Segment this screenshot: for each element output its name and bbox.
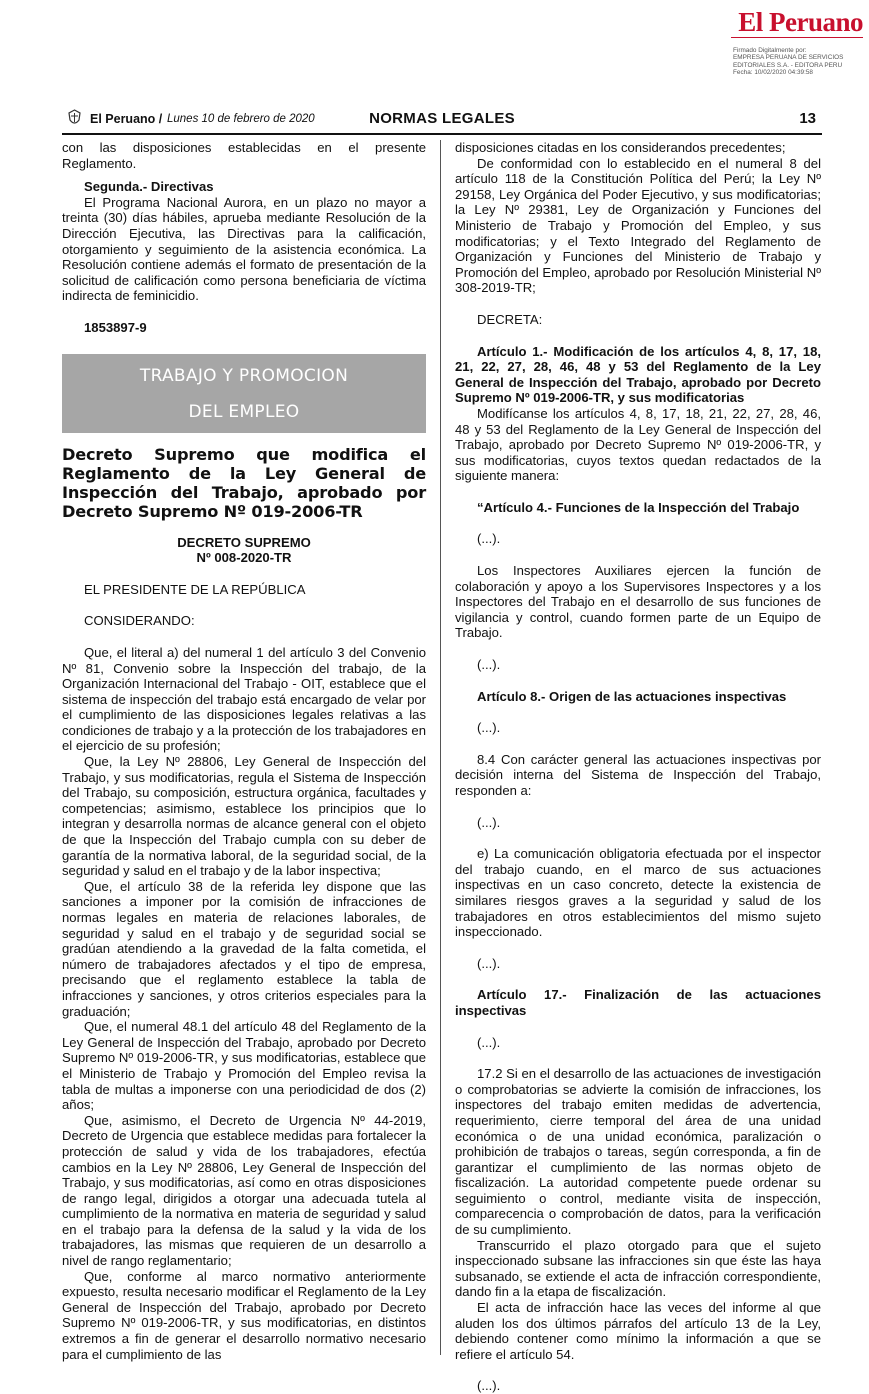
article-title: Artículo 1.- Modificación de los artículos 4, 8, 17, 18, 21, 22, 27, 28, 46, 48 y 53 del Reglamento de la Ley General de Inspección del Trabajo, aprobado por Decreto Supremo Nº 019-2006-TR, y sus modificatorias [455, 343, 821, 406]
provision-title: Segunda.- Directivas [84, 179, 214, 195]
masthead [731, 8, 863, 40]
decree-label: DECRETO SUPREMO [177, 534, 311, 550]
brand-logo: El Peruano [738, 7, 863, 37]
paragraph: De conformidad con lo establecido en el numeral 8 del artículo 118 de la Constitución Política del Perú; la Ley Nº 29158, Ley Orgánica del Poder Ejecutivo, y sus modificatorias; la Ley Nº 29381, Ley de Organización y Funciones del Ministerio de Trabajo y Promoción del Empleo, y sus modificatorias; y el Texto Integrado del Reglamento de Organización y Funciones del Ministerio de Trabajo y Promoción del Empleo, aprobado por Resolución Ministerial Nº 308-2019-TR; [455, 155, 821, 296]
paragraph: El acta de infracción hace las veces del informe al que aluden los dos últimos párrafos del artículo 13 de la Ley, debiendo contener como mínimo la información a que se refiere el artículo 54. [455, 1300, 821, 1362]
coat-of-arms-icon [67, 109, 82, 127]
paragraph: Modifícanse los artículos 4, 8, 17, 18, 21, 22, 27, 28, 46, 48 y 53 del Reglamento de la Ley General de Inspección del Trabajo, aprobado por Decreto Supremo Nº 019-2006-TR, y sus modificatorias, cuyos textos quedan redactados de la siguiente manera: [455, 405, 821, 484]
paragraph: 17.2 Si en el desarrollo de las actuaciones de investigación o comprobatorias se advierte la comisión de infracciones, los inspectores del trabajo emiten medidas de advertencia, requerimiento, cierre temporal del área de una unidad económica o de una unidad económica, paralización o prohibición de trabajos o tareas, según corresponda, a fin de garantizar el cumplimiento de las normas objeto de fiscalización. La autoridad competente puede ordenar su seguimiento o control, mediante visita de inspección, comparecencia o comprobación de datos, para la verificación de su cumplimiento. [455, 1066, 821, 1238]
brand-rule [731, 37, 863, 38]
column-divider [440, 140, 441, 1355]
paragraph: Que, el artículo 38 de la referida ley dispone que las sanciones a imponer por la comisión de infracciones de normas legales en materia de relaciones laborales, de seguridad y salud en el trabajo y de seguridad social se gradúan atendiendo a la gravedad de la falta cometida, el número de trabajadores afectados y el tipo de empresa, precisando que el reglamento establece la tabla de infracciones y sanciones, y otros criterios especiales para la graduación; [62, 878, 426, 1019]
ellipsis: (...). [477, 955, 501, 971]
digital-signature [733, 47, 867, 76]
header-date: Lunes 10 de febrero de 2020 [167, 113, 315, 125]
paragraph: 8.4 Con carácter general las actuaciones inspectivas por decisión interna del Sistema de Inspección del Trabajo, responden a: [455, 751, 821, 798]
section-banner [62, 354, 426, 433]
ellipsis: (...). [477, 1378, 501, 1394]
running-header [62, 109, 822, 135]
banner-line: TRABAJO Y PROMOCION [139, 365, 349, 386]
decree-title: Decreto Supremo que modifica el Reglamento de la Ley General de Inspección del Trabajo, aprobado por Decreto Supremo Nº 019-2006-TR [62, 444, 426, 521]
article-title: Artículo 17.- Finalización de las actuaciones inspectivas [455, 987, 821, 1018]
paragraph: Que, conforme al marco normativo anteriormente expuesto, resulta necesario modificar el Reglamento de la Ley General de Inspección del Trabajo, aprobado por Decreto Supremo Nº 019-2006-TR, y sus modificatorias, en distintos extremos a fin de generar el desarrollo normativo necesario para el cumplimiento de las [62, 1268, 426, 1362]
ellipsis: (...). [477, 720, 501, 736]
article-title: Artículo 8.- Origen de las actuaciones inspectivas [477, 688, 787, 704]
president-line: EL PRESIDENTE DE LA REPÚBLICA [84, 581, 306, 597]
paragraph: El Programa Nacional Aurora, en un plazo no mayor a treinta (30) días hábiles, aprueba mediante Resolución de la Dirección Ejecutiva, las Directivas para la calificación, otorgamiento y seguimiento de la asistencia económica. La Resolución contiene además el formato de presentación de la solicitud de calificación como persona beneficiaria de víctima indirecta de feminicidio. [62, 194, 426, 304]
decreta-heading: DECRETA: [477, 311, 543, 327]
ellipsis: (...). [477, 1034, 501, 1050]
page-number: 13 [799, 110, 816, 127]
signature-line: Fecha: 10/02/2020 04:39:58 [733, 68, 813, 76]
header-section: NORMAS LEGALES [369, 110, 515, 127]
signature-line: Firmado Digitalmente por: [733, 47, 807, 54]
ellipsis: (...). [477, 814, 501, 830]
paragraph: e) La comunicación obligatoria efectuada por el inspector del trabajo cuando, en el marco de sus actuaciones inspectivas en un caso concreto, detecte la existencia de similares riesgos graves a la seguridad y salud de los trabajadores en otros establecimientos del mismo sujeto inspeccionado. [455, 846, 821, 940]
paragraph: con las disposiciones establecidas en el presente Reglamento. [62, 140, 426, 171]
paragraph: Que, el literal a) del numeral 1 del artículo 3 del Convenio Nº 81, Convenio sobre la Inspección del trabajo, de la Organización Internacional del Trabajo - OIT, establece que el sistema de inspección del trabajo está encargado de velar por el cumplimiento de las disposiciones legales relativas a las condiciones de trabajo y a la protección de los trabajadores en el ejercicio de su profesión; [62, 644, 426, 754]
document-code: 1853897-9 [84, 319, 147, 335]
ellipsis: (...). [477, 657, 501, 673]
paragraph: Que, la Ley Nº 28806, Ley General de Inspección del Trabajo, y sus modificatorias, regula el Sistema de Inspección del Trabajo, su composición, estructura orgánica, facultades y competencias; asimismo, establece los principios que lo integran y desarrolla normas de alcance general con el objeto de que la Inspección del Trabajo cumpla con su deber de garantía de la normativa laboral, de la seguridad social, de la seguridad y salud en el trabajo y de la labor inspectiva; [62, 754, 426, 879]
signature-line: EMPRESA PERUANA DE SERVICIOS [733, 54, 844, 62]
decree-number: Nº 008-2020-TR [196, 550, 292, 566]
paragraph: Transcurrido el plazo otorgado para que el sujeto inspeccionado subsane las infracciones sin que éste las haya subsanado, se extiende el acta de infracción correspondiente, dando fin a la etapa de fiscalización. [455, 1237, 821, 1300]
paragraph: Que, el numeral 48.1 del artículo 48 del Reglamento de la Ley General de Inspección del Trabajo, aprobado por Decreto Supremo Nº 019-2006-TR, y sus modificatorias, establece que el Ministerio de Trabajo y Promoción del Empleo revisa la tabla de multas a imponerse con una periodicidad de dos (2) años; [62, 1019, 426, 1113]
considerando-heading: CONSIDERANDO: [84, 613, 195, 629]
paragraph: Los Inspectores Auxiliares ejercen la función de colaboración y apoyo a los Supervisores Inspectores y a los Inspectores del Trabajo en el desarrollo de sus funciones de vigilancia y control, cuando formen parte de un Equipo de Trabajo. [455, 563, 821, 641]
left-column [62, 140, 426, 1362]
signature-line: EDITORIALES S.A. - EDITORA PERU [733, 61, 843, 69]
ellipsis: (...). [477, 531, 501, 547]
paragraph: disposiciones citadas en los considerandos precedentes; [455, 140, 786, 155]
paragraph: Que, asimismo, el Decreto de Urgencia Nº 44-2019, Decreto de Urgencia que establece medidas para fortalecer la protección de salud y vida de los trabajadores, efectúa cambios en la Ley Nº 28806, Ley General de Inspección del Trabajo, y sus modificatorias, así como en otras disposiciones de rango legal, dirigidos a otorgar una adecuada tutela al cumplimiento de la normativa en materia de seguridad y salud en el trabajo para la defensa de la salud y la vida de los trabajadores, las mismas que requieren de un desarrollo a nivel de rango reglamentario; [62, 1112, 426, 1269]
banner-line: DEL EMPLEO [188, 401, 300, 422]
header-publication: El Peruano / [90, 112, 163, 126]
article-title: “Artículo 4.- Funciones de la Inspección del Trabajo [477, 499, 800, 515]
right-column [455, 140, 821, 1394]
